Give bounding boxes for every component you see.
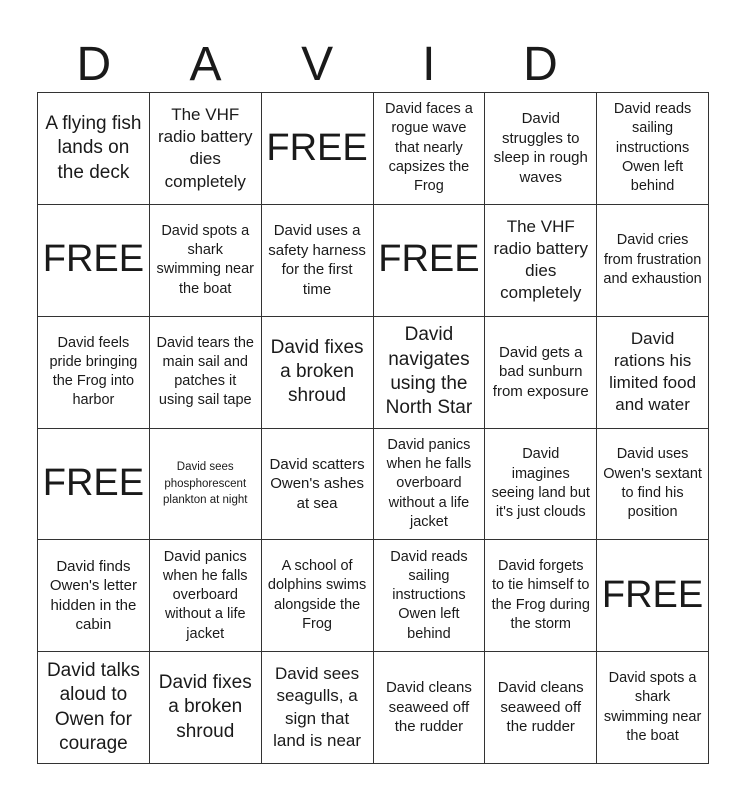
bingo-cell[interactable] (38, 93, 150, 205)
bingo-cell[interactable] (38, 540, 150, 652)
cell-text: David cleans seaweed off the rudder (385, 679, 472, 736)
cell-text: David talks aloud to Owen for courage (46, 659, 140, 754)
bingo-cell[interactable] (374, 540, 486, 652)
bingo-cell[interactable] (485, 93, 597, 205)
bingo-cell[interactable] (485, 540, 597, 652)
cell-text: David reads sailing instructions Owen left behind (613, 101, 692, 195)
bingo-cell[interactable] (597, 317, 709, 429)
free-cell[interactable] (38, 429, 150, 541)
cell-text: David uses a safety harness for the first time (268, 222, 366, 298)
cell-text: David tears the main sail and patches it using sail tape (156, 334, 254, 409)
cell-text: David cries from frustration and exhaustion (603, 232, 702, 287)
bingo-cell[interactable] (150, 93, 262, 205)
bingo-cell[interactable] (150, 652, 262, 764)
cell-text: David navigates using the North Star (385, 324, 473, 419)
cell-text: David panics when he falls overboard without a life jacket (162, 548, 248, 642)
cell-text: David fixes a broken shroud (270, 336, 364, 407)
cell-text: FREE (266, 126, 368, 169)
bingo-header (38, 36, 708, 94)
bingo-cell[interactable] (597, 429, 709, 541)
cell-text: FREE (601, 573, 704, 616)
free-cell[interactable] (262, 93, 374, 205)
bingo-cell[interactable] (485, 205, 597, 317)
cell-text: David sees seagulls, a sign that land is near (273, 664, 362, 750)
bingo-cell[interactable] (262, 652, 374, 764)
free-cell[interactable] (38, 205, 150, 317)
cell-text: David forgets to tie himself to the Frog during the storm (491, 558, 590, 633)
bingo-board (37, 92, 709, 764)
cell-text: David finds Owen's letter hidden in the cabin (49, 557, 137, 634)
cell-text: FREE (378, 238, 480, 281)
cell-text: David scatters Owen's ashes at sea (269, 455, 365, 512)
bingo-cell[interactable] (485, 652, 597, 764)
bingo-cell[interactable] (262, 205, 374, 317)
cell-text: David feels pride bringing the Frog into harbor (49, 334, 138, 409)
header-letter-blank (596, 36, 708, 94)
free-cell[interactable] (597, 540, 709, 652)
bingo-cell[interactable] (38, 317, 150, 429)
bingo-cell[interactable] (262, 540, 374, 652)
bingo-cell[interactable] (38, 652, 150, 764)
bingo-cell[interactable] (150, 317, 262, 429)
bingo-cell[interactable] (374, 317, 486, 429)
bingo-cell[interactable] (597, 652, 709, 764)
cell-text: David cleans seaweed off the rudder (497, 679, 584, 736)
header-letter-d2: D (523, 38, 558, 91)
cell-text: David sees phosphorescent plankton at night (163, 460, 248, 507)
cell-text: The VHF radio battery dies completely (157, 105, 253, 191)
cell-text: A school of dolphins swims alongside the Frog (267, 558, 367, 633)
cell-text: David spots a shark swimming near the boat (603, 670, 702, 744)
cell-text: David fixes a broken shroud (158, 672, 252, 742)
cell-text: FREE (42, 238, 145, 281)
cell-text: FREE (42, 462, 145, 505)
cell-text: David panics when he falls overboard without a life jacket (386, 436, 472, 530)
bingo-cell[interactable] (150, 540, 262, 652)
cell-text: A flying fish lands on the deck (45, 112, 142, 183)
cell-text: David imagines seeing land but it's just clouds (491, 446, 590, 521)
cell-text: David reads sailing instructions Owen left behind (390, 548, 468, 642)
header-letter-v: V (301, 38, 334, 91)
bingo-cell[interactable] (374, 429, 486, 541)
bingo-cell[interactable] (374, 93, 486, 205)
bingo-cell[interactable] (150, 429, 262, 541)
bingo-cell[interactable] (485, 317, 597, 429)
cell-text: The VHF radio battery dies completely (493, 217, 588, 303)
cell-text: David faces a rogue wave that nearly capsizes the Frog (384, 101, 473, 195)
bingo-cell[interactable] (150, 205, 262, 317)
cell-text: David uses Owen's sextant to find his position (603, 446, 702, 521)
bingo-cell[interactable] (262, 429, 374, 541)
cell-text: David rations his limited food and water (609, 328, 697, 415)
cell-text: David gets a bad sunburn from exposure (492, 343, 589, 400)
bingo-cell[interactable] (374, 652, 486, 764)
bingo-cell[interactable] (485, 429, 597, 541)
header-letter-d: D (76, 38, 112, 91)
bingo-cell[interactable] (597, 205, 709, 317)
bingo-cell[interactable] (262, 317, 374, 429)
cell-text: David struggles to sleep in rough waves (493, 110, 588, 186)
cell-text: David spots a shark swimming near the boat (156, 222, 254, 297)
header-letter-i: I (422, 38, 436, 91)
free-cell[interactable] (374, 205, 486, 317)
bingo-cell[interactable] (597, 93, 709, 205)
header-letter-a: A (189, 38, 222, 91)
